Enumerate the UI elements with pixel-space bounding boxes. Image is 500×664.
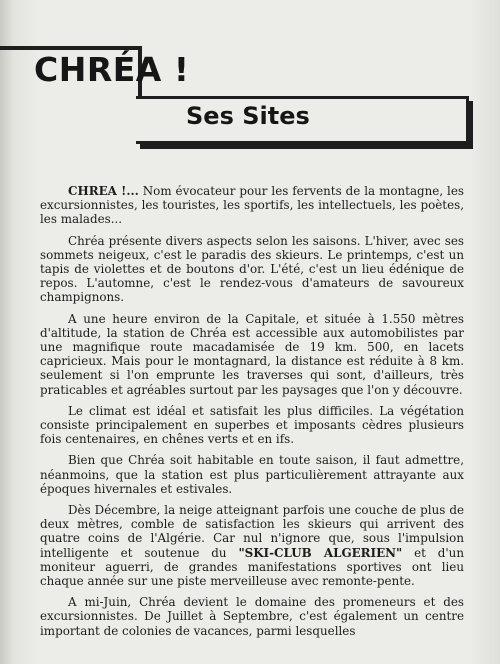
paragraph-2: Chréa présente divers aspects selon les saisons. L'hiver, avec ses sommets neigeux, c'est le paradis des skieurs. Le printemps, c'est un tapis de violettes et de boutons d'or. L'été, c'est un lieu édénique de repos. L'automne, c'est le rendez-vous d'amateurs de savoureux champignons. [40,233,464,305]
paragraph-7: A mi-Juin, Chréa devient le domaine des promeneurs et des excursionnistes. De Juillet à Septembre, c'est également un centre important de colonies de vacances, parmi lesquelles [40,595,464,638]
paragraph-1-text: Nom évocateur pour les fervents de la montagne, les excursionnistes, les touristes, les sportifs, les intellectuels, les poètes, les malades... [40,184,465,227]
paragraph-6-text-b: et d'un moniteur aguerri, de grandes manifestations sportives ont lieu chaque année sur une piste merveilleuse avec remonte-pente. [40,545,464,589]
paragraph-4: Le climat est idéal et satisfait les plus difficiles. La végétation consiste principalement en superbes et imposants cèdres plusieurs fois centenaires, en chênes verts et en ifs. [40,403,464,447]
paragraph-1 [40,184,464,227]
paragraph-6-text-a: Dès Décembre, la neige atteignant parfois une couche de plus de deux mètres, comble de satisfaction les skieurs qui arrivent des quatre coins de l'Algérie. Car nul n'ignore que, sous l'impulsion intelligente et soutenue du [40,503,464,560]
page-title: CHRÉA ! [34,50,190,89]
paragraph-5: Bien que Chréa soit habitable en toute saison, il faut admettre, néanmoins, que la station est plus particulièrement attrayante aux époques hivernales et estivales. [40,453,464,496]
paragraph-6 [40,503,464,588]
article-body [40,184,464,645]
ski-club-name: "SKI-CLUB ALGERIEN" [238,545,403,560]
paragraph-3: A une heure environ de la Capitale, et située à 1.550 mètres d'altitude, la station de Chréa est accessible aux automobilistes par une magnifique route macadamisée de 19 km. 500, en lacets capricieux. Mais pour le montagnard, la distance est réduite à 8 km. seulement si l'on emprunte les traverses qui sont, d'ailleurs, très praticables et agréables surtout par les paysages que l'on y découvre. [40,311,464,397]
page-subtitle: Ses Sites [186,102,310,130]
paragraph-1-lead: CHREA !... [68,184,139,198]
